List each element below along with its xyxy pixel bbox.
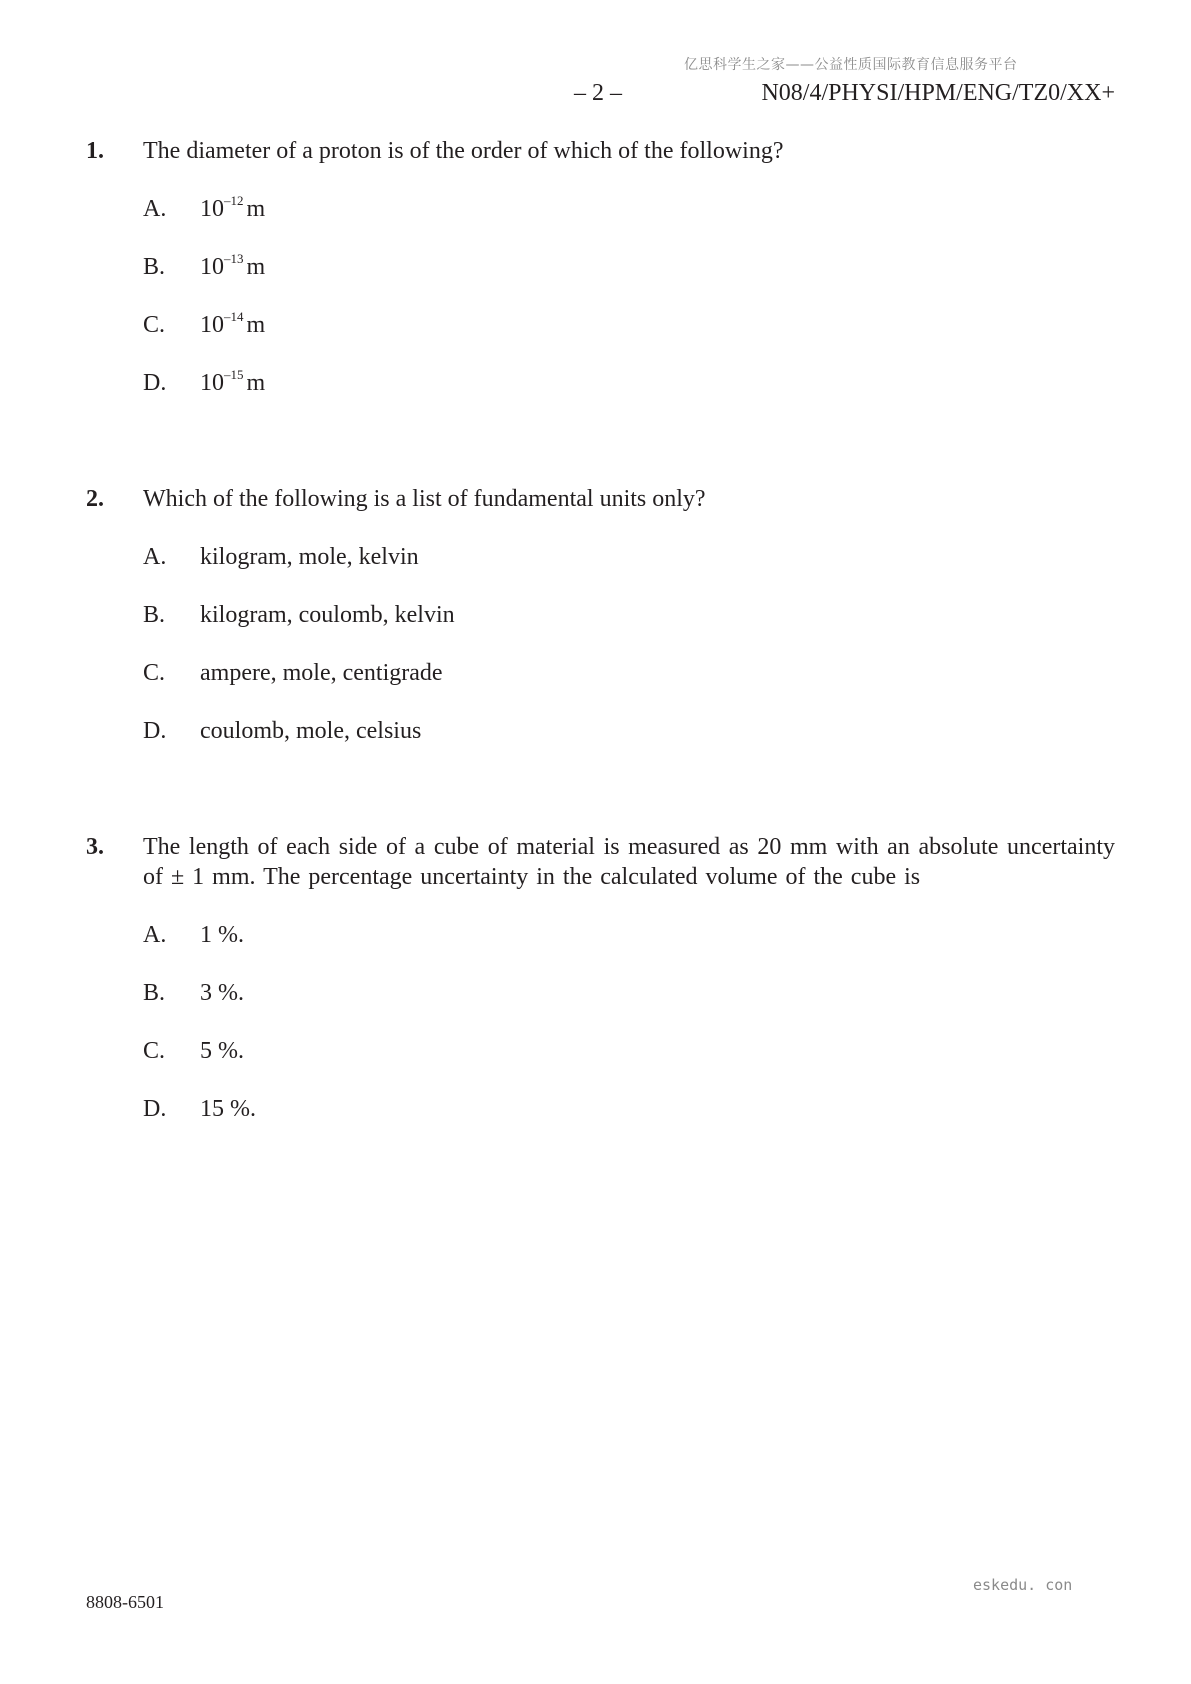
option-text: kilogram, mole, kelvin: [200, 544, 419, 570]
footer-code: 8808-6501: [86, 1592, 164, 1612]
option-letter: D.: [143, 370, 167, 396]
question-number: 2.: [86, 486, 104, 512]
option-letter: D.: [143, 718, 167, 744]
option-value: [200, 194, 265, 227]
question-2-head: [86, 484, 1115, 514]
option-b: [143, 252, 1115, 282]
option-letter: C.: [143, 660, 166, 686]
power-exponent: –12: [224, 193, 244, 208]
option-value: [200, 368, 265, 401]
option-text: ampere, mole, centigrade: [200, 660, 443, 686]
question-3-head: [86, 832, 1115, 892]
option-letter: B.: [143, 980, 166, 1006]
question-text: Which of the following is a list of fundamental units only?: [143, 486, 706, 512]
option-d: [143, 716, 1115, 746]
question-1: [86, 136, 1115, 426]
option-letter: C.: [143, 312, 166, 338]
exam-code: N08/4/PHYSI/HPM/ENG/TZ0/XX+: [761, 80, 1115, 106]
option-c: [143, 1036, 1115, 1066]
option-d: [143, 1094, 1115, 1124]
question-number: 1.: [86, 138, 104, 164]
option-letter: B.: [143, 254, 166, 280]
unit: m: [246, 196, 266, 222]
option-letter: A.: [143, 196, 167, 222]
option-letter: B.: [143, 602, 166, 628]
option-letter: A.: [143, 922, 167, 948]
power-exponent: –13: [224, 251, 244, 266]
option-text: 15 %.: [200, 1096, 256, 1122]
option-a: [143, 920, 1115, 950]
power-exponent: –14: [224, 309, 244, 324]
power-base: 10: [200, 312, 224, 338]
unit: m: [246, 370, 266, 396]
option-value: [200, 252, 265, 285]
option-value: [200, 310, 265, 343]
option-a: [143, 194, 1115, 224]
option-letter: D.: [143, 1096, 167, 1122]
option-text: coulomb, mole, celsius: [200, 718, 422, 744]
question-2: [86, 484, 1115, 774]
unit: m: [246, 254, 266, 280]
option-letter: C.: [143, 1038, 166, 1064]
power-base: 10: [200, 370, 224, 396]
question-3: [86, 832, 1115, 1152]
question-1-head: [86, 136, 1115, 166]
option-text: 5 %.: [200, 1038, 244, 1064]
option-d: [143, 368, 1115, 398]
power-exponent: –15: [224, 367, 244, 382]
answer-options: [143, 920, 1115, 1124]
option-b: [143, 600, 1115, 630]
answer-options: [143, 194, 1115, 398]
question-text: The length of each side of a cube of material is measured as 20 mm with an absolute uncertainty of ± 1 mm. The percentage uncertainty in the calculated volume of the cube is: [143, 834, 1115, 890]
watermark-header: 亿思科学生之家——公益性质国际教育信息服务平台: [684, 57, 1018, 73]
option-a: [143, 542, 1115, 572]
page-number: – 2 –: [574, 80, 622, 106]
option-c: [143, 310, 1115, 340]
option-text: 3 %.: [200, 980, 244, 1006]
unit: m: [246, 312, 266, 338]
option-text: 1 %.: [200, 922, 244, 948]
power-base: 10: [200, 254, 224, 280]
option-text: kilogram, coulomb, kelvin: [200, 602, 455, 628]
question-number: 3.: [86, 834, 104, 860]
option-c: [143, 658, 1115, 688]
option-b: [143, 978, 1115, 1008]
watermark-footer: eskedu. con: [973, 1576, 1073, 1594]
option-letter: A.: [143, 544, 167, 570]
question-text: The diameter of a proton is of the order of which of the following?: [143, 138, 784, 164]
answer-options: [143, 542, 1115, 746]
power-base: 10: [200, 196, 224, 222]
